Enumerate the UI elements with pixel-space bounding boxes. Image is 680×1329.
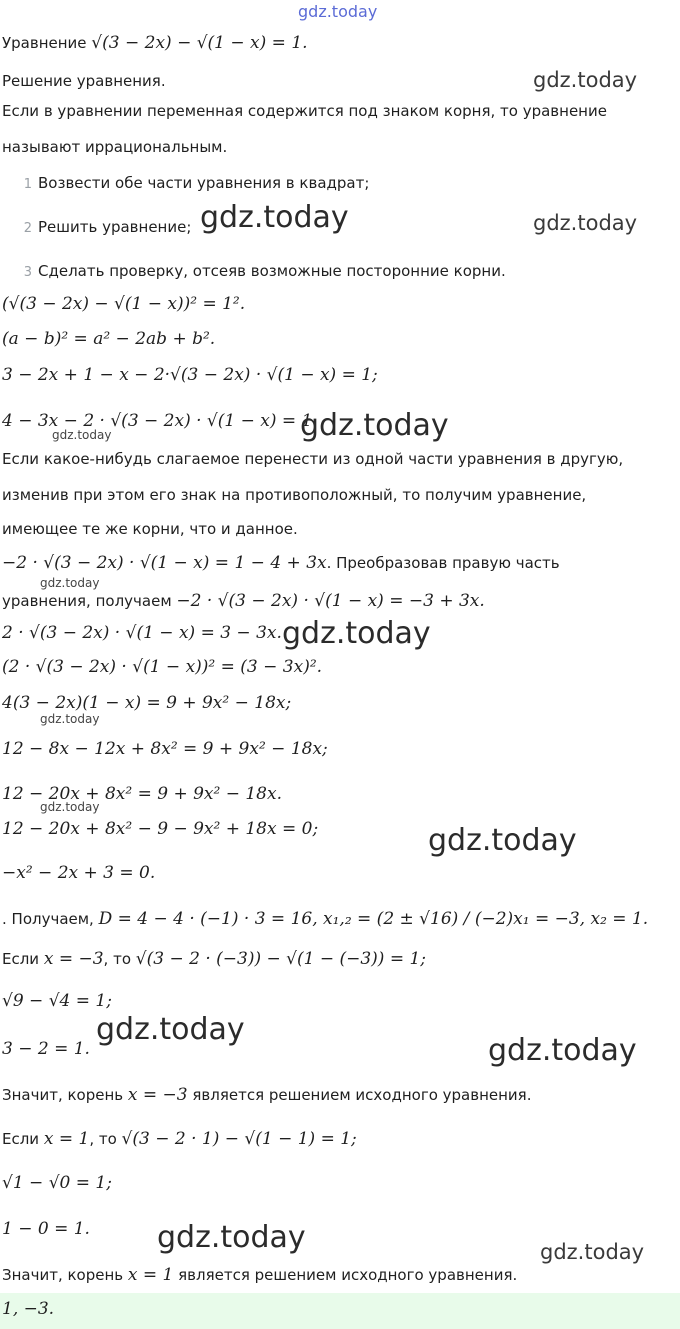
watermark: gdz.today — [40, 712, 100, 726]
watermark: gdz.today — [488, 1033, 637, 1068]
formula: (2 · √(3 − 2x) · √(1 − x))² = (3 − 3x)². — [2, 657, 323, 677]
formula: (a − b)² = a² − 2ab + b². — [2, 329, 216, 349]
line-text: . Преобразовав правую часть — [326, 554, 560, 572]
watermark: gdz.today — [300, 408, 449, 443]
formula: 1 − 0 = 1. — [2, 1219, 90, 1239]
formula: 3 − 2x + 1 − x − 2·√(3 − 2x) · √(1 − x) = 1; — [2, 365, 378, 385]
line-text: является решением исходного уравнения. — [187, 1086, 532, 1104]
line-text: Если в уравнении переменная содержится под знаком корня, то уравнение — [2, 102, 607, 120]
text-line — [2, 692, 291, 714]
formula: (√(3 − 2x) − √(1 − x))² = 1². — [2, 294, 246, 314]
formula: 12 − 20x + 8x² = 9 + 9x² − 18x. — [2, 784, 282, 804]
text-line — [2, 990, 112, 1012]
line-text: Значит, корень — [2, 1086, 128, 1104]
line-text: Уравнение — [2, 34, 92, 52]
answer-value: 1, −3. — [2, 1299, 55, 1319]
formula: √(3 − 2x) − √(1 − x) = 1. — [91, 33, 308, 53]
formula: 3 − 2 = 1. — [2, 1039, 90, 1059]
list-item — [2, 216, 191, 240]
formula: √(3 − 2 · (−3)) − √(1 − (−3)) = 1; — [135, 949, 427, 969]
watermark: gdz.today — [96, 1012, 245, 1047]
text-line — [2, 656, 322, 678]
text-line — [2, 622, 282, 644]
watermark: gdz.today — [40, 576, 100, 590]
list-item — [2, 260, 506, 284]
text-line — [2, 32, 308, 54]
watermark-top: gdz.today — [298, 2, 378, 21]
formula: −2 · √(3 − 2x) · √(1 − x) = −3 + 3x. — [176, 591, 485, 611]
text-line — [2, 948, 426, 970]
formula: x = −3 — [43, 949, 104, 969]
text-line — [2, 448, 623, 470]
line-text: уравнения, получаем — [2, 592, 177, 610]
text-line — [2, 818, 318, 840]
list-number: 3 — [23, 265, 32, 280]
answer-box — [0, 1293, 680, 1329]
text-line — [2, 364, 378, 386]
line-text: , то — [89, 1130, 122, 1148]
line-text: Сделать проверку, отсеяв возможные посторонние корни. — [38, 262, 506, 280]
line-text: называют иррациональным. — [2, 138, 228, 156]
text-line — [2, 410, 312, 432]
watermark: gdz.today — [200, 200, 349, 235]
line-text: , то — [103, 950, 136, 968]
line-text: Если — [2, 1130, 44, 1148]
list-number: 2 — [23, 221, 32, 236]
formula: 2 · √(3 − 2x) · √(1 − x) = 3 − 3x. — [2, 623, 282, 643]
formula: √9 − √4 = 1; — [2, 991, 112, 1011]
text-line — [2, 136, 227, 158]
formula: x = −3 — [127, 1085, 188, 1105]
line-text: имеющее те же корни, что и данное. — [2, 520, 298, 538]
text-line — [2, 1128, 357, 1150]
line-text: Решение уравнения. — [2, 72, 166, 90]
formula: −x² − 2x + 3 = 0. — [2, 863, 156, 883]
text-line — [2, 862, 155, 884]
line-text: Если какое-нибудь слагаемое перенести из одной части уравнения в другую, — [2, 450, 624, 468]
formula: 4 − 3x − 2 · √(3 − 2x) · √(1 − x) = 1 — [2, 411, 313, 431]
watermark: gdz.today — [157, 1220, 306, 1255]
formula: √(3 − 2 · 1) − √(1 − 1) = 1; — [121, 1129, 357, 1149]
line-text: изменив при этом его знак на противоположный, то получим уравнение, — [2, 486, 587, 504]
text-line — [2, 1084, 531, 1106]
formula: 4(3 − 2x)(1 − x) = 9 + 9x² − 18x; — [2, 693, 292, 713]
list-item — [2, 172, 369, 196]
line-text: Решить уравнение; — [38, 218, 192, 236]
watermark: gdz.today — [540, 1240, 645, 1264]
text-line — [2, 1172, 112, 1194]
text-line — [2, 293, 245, 315]
formula: −2 · √(3 − 2x) · √(1 − x) = 1 − 4 + 3x — [2, 553, 327, 573]
text-line — [2, 328, 215, 350]
line-text: Значит, корень — [2, 1266, 128, 1284]
watermark: gdz.today — [40, 800, 100, 814]
line-text: является решением исходного уравнения. — [173, 1266, 518, 1284]
watermark: gdz.today — [533, 211, 638, 235]
line-text: Возвести обе части уравнения в квадрат; — [38, 174, 370, 192]
text-line — [2, 590, 485, 612]
formula: 12 − 8x − 12x + 8x² = 9 + 9x² − 18x; — [2, 739, 328, 759]
text-line — [2, 484, 586, 506]
formula: D = 4 − 4 · (−1) · 3 = 16, x₁,₂ = (2 ± √16) / (−2) — [98, 909, 514, 929]
text-line — [2, 908, 648, 930]
formula: x₁ = −3, x₂ = 1. — [513, 909, 649, 929]
formula: x = 1 — [127, 1265, 174, 1285]
text-line — [2, 552, 560, 574]
text-line — [2, 518, 298, 540]
text-line — [2, 1264, 517, 1286]
line-text: Если — [2, 950, 44, 968]
text-line — [2, 70, 166, 92]
watermark: gdz.today — [428, 823, 577, 858]
list-number: 1 — [23, 177, 32, 192]
text-line — [2, 738, 328, 760]
formula: 12 − 20x + 8x² − 9 − 9x² + 18x = 0; — [2, 819, 319, 839]
watermark: gdz.today — [52, 428, 112, 442]
formula: x = 1 — [43, 1129, 90, 1149]
line-text: . Получаем, — [2, 910, 99, 928]
formula: √1 − √0 = 1; — [2, 1173, 112, 1193]
text-line — [2, 1218, 90, 1240]
text-line — [2, 100, 607, 122]
text-line — [2, 1038, 90, 1060]
watermark: gdz.today — [282, 616, 431, 651]
watermark: gdz.today — [533, 68, 638, 92]
